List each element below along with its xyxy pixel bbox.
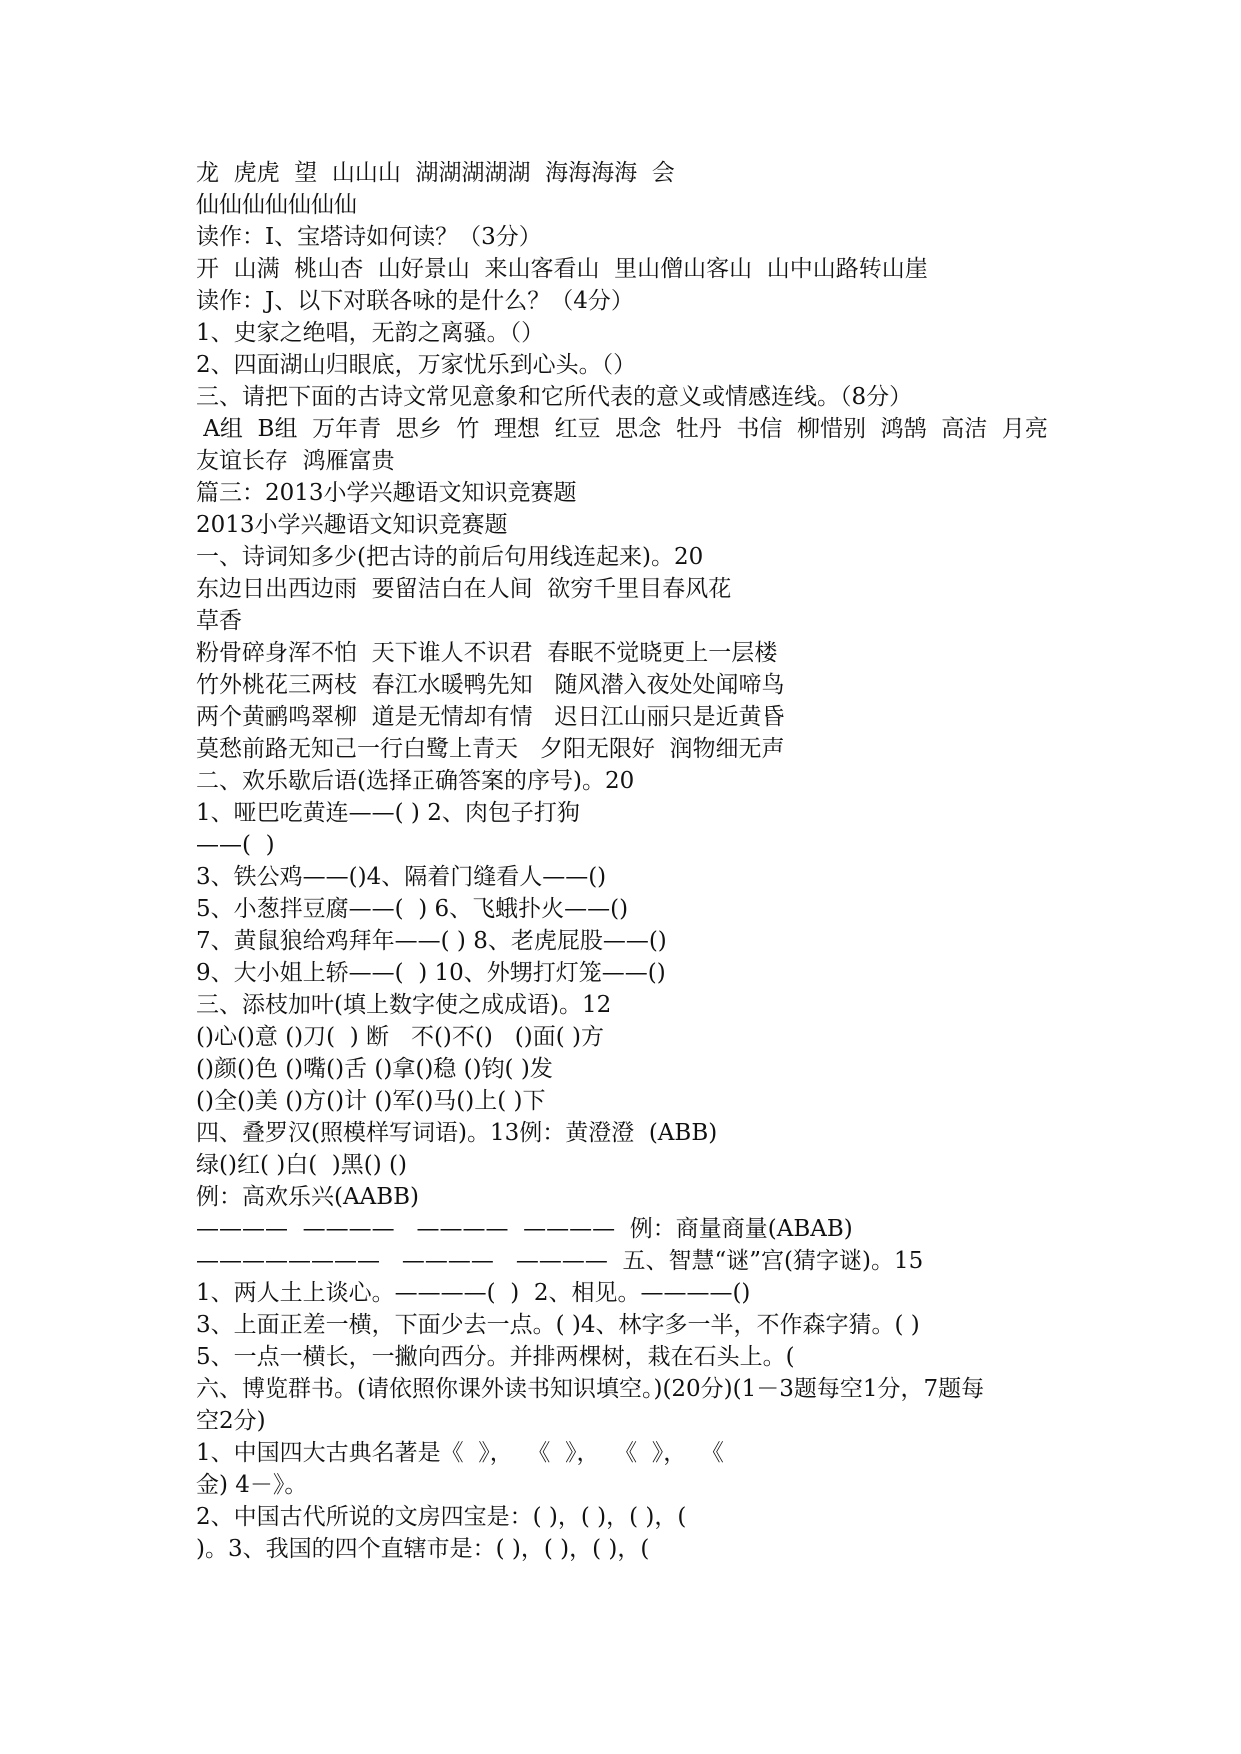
text-line: 莫愁前路无知己一行白鹭上青天 夕阳无限好 润物细无声	[196, 736, 785, 762]
text-line: 开 山满 桃山杏 山好景山 来山客看山 里山僧山客山 山中山路转山崖	[196, 256, 928, 282]
text-line: 7、黄鼠狼给鸡拜年——( ) 8、老虎屁股——()	[196, 928, 667, 954]
text-line: ———————— ———— ———— 五、智慧“谜”宫(猜字谜)。15	[196, 1248, 924, 1274]
text-line: 读作：I、宝塔诗如何读？（3分）	[196, 224, 542, 250]
text-line: ()全()美 ()方()计 ()军()马()上( )下	[196, 1088, 546, 1114]
text-line: 绿()红( )白( )黑() ()	[196, 1152, 407, 1178]
text-line: 金) 4－》。	[196, 1472, 308, 1498]
question-heading: 四、叠罗汉(照模样写词语)。13例：黄澄澄 (ABB)	[196, 1120, 718, 1146]
text-line: 1、中国四大古典名著是《 》， 《 》， 《 》， 《	[196, 1440, 724, 1466]
text-line: 1、史家之绝唱，无韵之离骚。（）	[196, 320, 545, 346]
text-line: ()心()意 ()刀( ) 断 不()不() ()面( )方	[196, 1024, 604, 1050]
text-line: 空2分)	[196, 1408, 266, 1434]
text-line: ——( )	[196, 832, 275, 858]
text-line: 两个黄鹂鸣翠柳 道是无情却有情 迟日江山丽只是近黄昏	[196, 704, 785, 730]
text-line: 粉骨碎身浑不怕 天下谁人不识君 春眠不觉晓更上一层楼	[196, 640, 778, 666]
text-line: 1、哑巴吃黄连——( ) 2、肉包子打狗	[196, 800, 580, 826]
text-line: 东边日出西边雨 要留洁白在人间 欲穷千里目春风花	[196, 576, 732, 602]
text-line: 三、请把下面的古诗文常见意象和它所代表的意义或情感连线。（8分）	[196, 384, 913, 410]
question-heading: 一、诗词知多少(把古诗的前后句用线连起来)。20	[196, 544, 704, 570]
text-line: 例：高欢乐兴(AABB)	[196, 1184, 419, 1210]
text-line: 竹外桃花三两枝 春江水暖鸭先知 随风潜入夜处处闻啼鸟	[196, 672, 785, 698]
section-heading: 篇三：2013小学兴趣语文知识竞赛题	[196, 480, 577, 506]
question-heading: 六、博览群书。(请依照你课外读书知识填空。)(20分)(1－3题每空1分，7题每	[196, 1376, 985, 1402]
text-line: 仙仙仙仙仙仙仙	[196, 192, 357, 218]
text-line: 龙 虎虎 望 山山山 湖湖湖湖湖 海海海海 会	[196, 160, 675, 186]
text-line: 友谊长存 鸿雁富贵	[196, 448, 395, 474]
text-line: 2、中国古代所说的文房四宝是：( )，( )，( )，(	[196, 1504, 687, 1530]
text-line: 3、铁公鸡——()4、隔着门缝看人——()	[196, 864, 607, 890]
text-line: 5、小葱拌豆腐——( ) 6、飞蛾扑火——()	[196, 896, 629, 922]
text-line: 3、上面正差一横，下面少去一点。( )4、林字多一半，不作森字猜。( )	[196, 1312, 920, 1338]
text-line: 5、一点一横长，一撇向西分。并排两棵树，栽在石头上。(	[196, 1344, 795, 1370]
text-line: 2、四面湖山归眼底，万家忧乐到心头。（）	[196, 352, 637, 378]
text-line: ———— ———— ———— ———— 例：商量商量(ABAB)	[196, 1216, 853, 1242]
question-heading: 二、欢乐歇后语(选择正确答案的序号)。20	[196, 768, 635, 794]
question-heading: 三、添枝加叶(填上数字使之成成语)。12	[196, 992, 612, 1018]
text-line: ()颜()色 ()嘴()舌 ()拿()稳 ()钧( )发	[196, 1056, 553, 1082]
document-body	[196, 157, 1096, 1565]
section-title: 2013小学兴趣语文知识竞赛题	[196, 512, 508, 538]
text-line: A组 B组 万年青 思乡 竹 理想 红豆 思念 牡丹 书信 柳惜别 鸿鹄 高洁 月亮	[196, 416, 1048, 442]
text-line: 1、两人土上谈心。————( ) 2、相见。————()	[196, 1280, 751, 1306]
text-line: )。3、我国的四个直辖市是：( )，( )，( )，(	[196, 1536, 650, 1562]
text-line: 草香	[196, 608, 242, 634]
text-line: 读作：J、以下对联各咏的是什么？（4分）	[196, 288, 634, 314]
text-line: 9、大小姐上轿——( ) 10、外甥打灯笼——()	[196, 960, 666, 986]
